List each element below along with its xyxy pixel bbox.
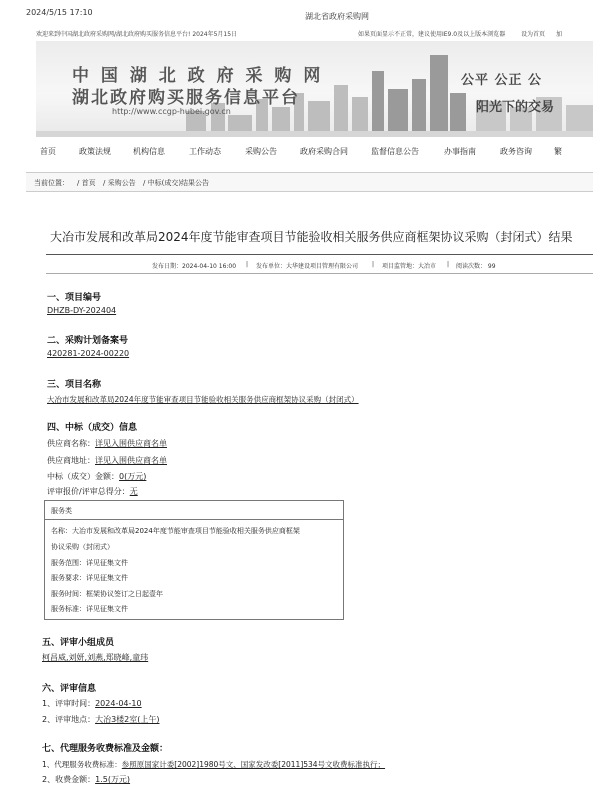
review-date-label: 1、评审时间： xyxy=(42,699,96,708)
slogan-primary: 公平 公正 公 xyxy=(461,73,543,88)
project-region: 项目监管地：大冶市 xyxy=(382,263,437,270)
service-name-line2: 协议采购（封闭式） xyxy=(51,543,114,551)
nav-item-agencies[interactable]: 机构信息 xyxy=(133,147,165,156)
project-number: DHZB-DY-202404 xyxy=(47,306,117,315)
supplier-name-label: 供应商名称： xyxy=(47,439,95,448)
site-title-primary: 中 国 湖 北 政 府 采 购 网 xyxy=(72,66,324,86)
review-place: 大冶3楼2室(上午) xyxy=(95,715,160,724)
article-meta xyxy=(46,254,593,274)
breadcrumb-label: 当前位置： xyxy=(34,179,69,187)
site-banner xyxy=(36,41,593,137)
section-heading-award-info: 四、中标（成交）信息 xyxy=(47,423,138,433)
section-heading-plan-number: 二、采购计划备案号 xyxy=(47,336,129,346)
service-scope: 服务范围：详见征集文件 xyxy=(51,559,128,567)
main-nav xyxy=(36,140,593,166)
slogan-secondary: 阳光下的交易 xyxy=(476,100,555,115)
score-value: 无 xyxy=(129,487,138,496)
meta-sep: | xyxy=(246,261,249,268)
panel-members: 柯昌威,刘妍,刘燕,郑晓峰,童玮 xyxy=(42,653,149,662)
top-bar xyxy=(0,27,593,41)
meta-sep: | xyxy=(447,261,450,268)
welcome-text: 欢迎来到中国湖北政府采购网/湖北政府购买服务信息平台! 2024年5月15日 xyxy=(36,31,238,38)
service-type: 服务类 xyxy=(51,507,72,515)
article-title: 大冶市发展和改革局2024年度节能审查项目节能验收相关服务供应商框架协议采购（封闭式）结果 xyxy=(50,230,573,244)
print-datetime: 2024/5/15 17:10 xyxy=(26,8,93,17)
site-url: http://www.ccgp-hubei.gov.cn xyxy=(112,107,231,116)
review-date: 2024-04-10 xyxy=(95,699,142,708)
award-amount-row xyxy=(47,471,146,482)
nav-item-news[interactable]: 工作动态 xyxy=(189,147,221,156)
breadcrumb-announcements[interactable]: / 采购公告 xyxy=(103,179,136,187)
service-requirement: 服务要求：详见征集文件 xyxy=(51,574,128,582)
plan-number: 420281-2024-00220 xyxy=(47,349,130,358)
section-heading-project-number: 一、项目编号 xyxy=(47,293,102,303)
meta-divider-top xyxy=(46,254,593,255)
service-standard: 服务标准：详见征集文件 xyxy=(51,605,128,613)
breadcrumb xyxy=(26,172,593,192)
supplier-name-row xyxy=(47,438,167,449)
print-page-title: 湖北省政府采购网 xyxy=(305,12,369,21)
meta-sep: | xyxy=(372,261,375,268)
view-count: 阅读次数： 99 xyxy=(456,263,496,270)
section-heading-review: 六、评审信息 xyxy=(42,684,97,694)
fee-amount-label: 2、收费金额： xyxy=(42,775,96,784)
nav-item-contracts[interactable]: 政府采购合同 xyxy=(300,147,348,156)
fee-amount-row xyxy=(42,774,130,785)
section-heading-agency-fee: 七、代理服务收费标准及金额： xyxy=(42,744,169,754)
set-homepage-link[interactable]: 设为首页 xyxy=(521,31,546,38)
service-info-table xyxy=(44,500,344,620)
section-heading-panel: 五、评审小组成员 xyxy=(42,638,115,648)
publish-date: 发布日期：2024-04-10 16:00 xyxy=(152,263,237,270)
service-table-header xyxy=(45,501,343,520)
fee-standard-label: 1、代理服务收费标准： xyxy=(42,760,122,769)
supplier-address-label: 供应商地址： xyxy=(47,456,95,465)
supplier-address: 详见入围供应商名单 xyxy=(95,456,167,465)
meta-divider-bottom xyxy=(46,273,593,274)
review-place-row xyxy=(42,714,160,725)
award-amount: 0(万元) xyxy=(119,472,147,481)
review-place-label: 2、评审地点： xyxy=(42,715,96,724)
score-label: 评审报价/评审总得分： xyxy=(47,487,130,496)
browser-notice: 如果页面显示不正常，建议使用IE9.0及以上版本浏览器 xyxy=(358,31,506,38)
fee-standard-row xyxy=(42,759,385,770)
service-name-line1: 名称：大冶市发展和改革局2024年度节能审查项目节能验收相关服务供应商框架 xyxy=(51,527,300,535)
project-name: 大冶市发展和改革局2024年度节能审查项目节能验收相关服务供应商框架协议采购（封闭式） xyxy=(47,395,359,404)
add-favorite-link[interactable]: 加 xyxy=(556,31,563,38)
supplier-name: 详见入围供应商名单 xyxy=(95,439,167,448)
section-heading-project-name: 三、项目名称 xyxy=(47,380,102,390)
nav-item-guide[interactable]: 办事指南 xyxy=(444,147,476,156)
publisher: 发布单位：大华建设项目管理有限公司 xyxy=(256,263,359,270)
nav-item-supervision[interactable]: 监督信息公告 xyxy=(371,147,419,156)
nav-item-policy[interactable]: 政策法规 xyxy=(79,147,111,156)
nav-item-home[interactable]: 首页 xyxy=(40,147,56,156)
award-amount-label: 中标（成交）金额： xyxy=(47,472,119,481)
nav-item-more[interactable]: 繁 xyxy=(554,147,562,156)
nav-item-announcements[interactable]: 采购公告 xyxy=(245,147,277,156)
breadcrumb-result-notices[interactable]: / 中标(成交)结果公告 xyxy=(143,179,210,187)
score-row xyxy=(47,486,138,497)
site-title-secondary: 湖北政府购买服务信息平台 xyxy=(72,88,300,108)
fee-amount: 1.5(万元) xyxy=(95,775,131,784)
fee-standard: 参照原国家计委[2002]1980号文、国家发改委[2011]534号文收费标准执行； xyxy=(121,760,386,769)
review-date-row xyxy=(42,698,142,709)
nav-item-consult[interactable]: 政务咨询 xyxy=(500,147,532,156)
breadcrumb-home[interactable]: / 首页 xyxy=(77,179,96,187)
service-time: 服务时间：框架协议签订之日起壹年 xyxy=(51,590,163,598)
supplier-address-row xyxy=(47,455,167,466)
